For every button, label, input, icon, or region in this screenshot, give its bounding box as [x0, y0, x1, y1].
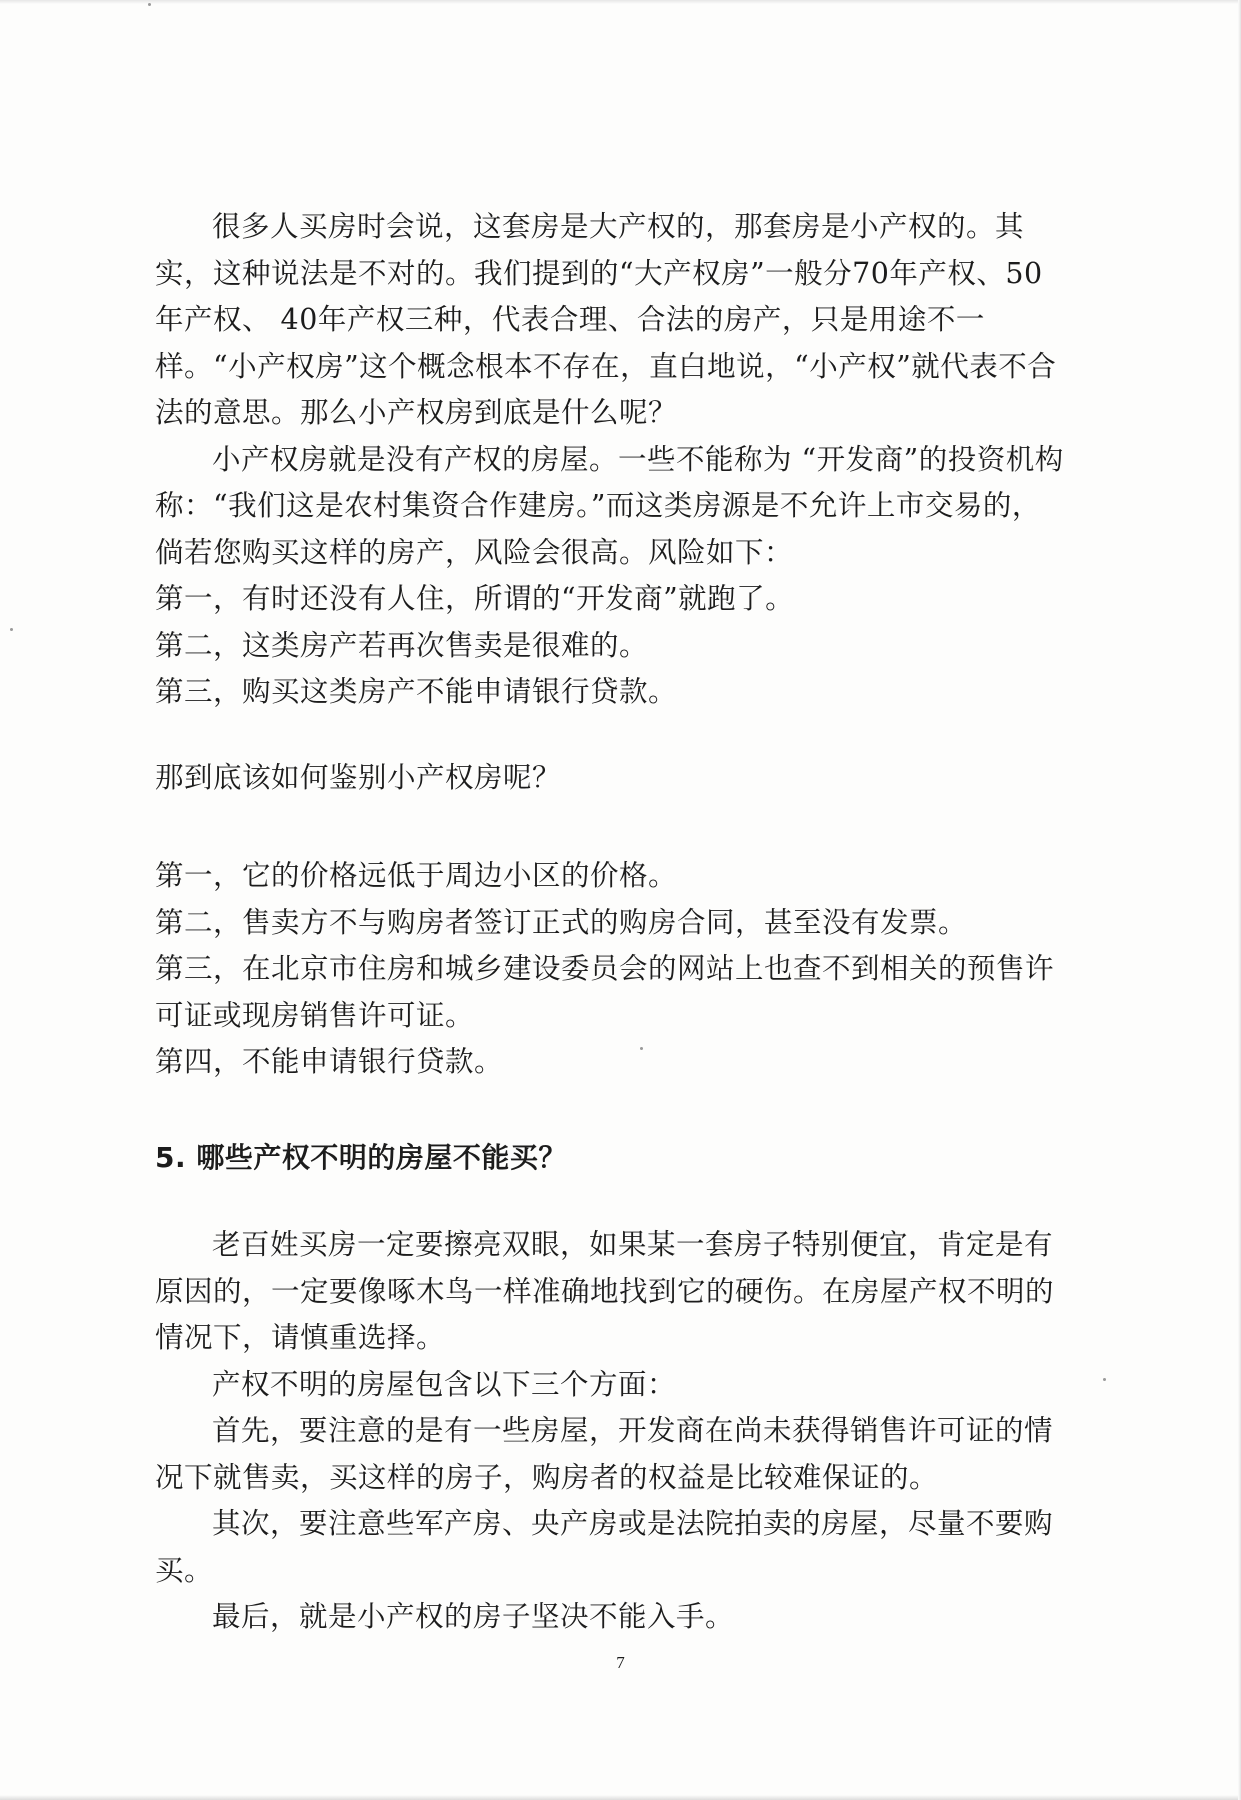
section-heading: 5. 哪些产权不明的房屋不能买？: [155, 1141, 567, 1174]
scan-speck: [10, 628, 13, 631]
intro-paragraph: 很多人买房时会说，这套房是大产权的，那套房是小产权的。其实，这种说法是不对的。我们提到的“大产权房”一般分70年产权、50年产权、 40年产权三种，代表合理、合法的房产，只是用途不一样。“小产权房”这个概念根本不存在，直白地说，“小产权”就代表不合法的意思。那么小产权房到底是什么呢？: [155, 210, 1057, 429]
identification-item: 第二，售卖方不与购房者签订正式的购房合同，甚至没有发票。: [155, 905, 968, 939]
risk-item: 第三，购买这类房产不能申请银行贷款。: [155, 675, 678, 708]
risk-item: 第一，有时还没有人住，所谓的“开发商”就跑了。: [155, 582, 795, 615]
identification-item: 第一，它的价格远低于周边小区的价格。: [155, 859, 678, 892]
question-line: 那到底该如何鉴别小产权房呢？: [155, 761, 562, 794]
advice-paragraph: 最后，就是小产权的房子坚决不能入手。: [212, 1600, 735, 1633]
advice-paragraph: 老百姓买房一定要擦亮双眼，如果某一套房子特别便宜，肯定是有原因的，一定要像啄木鸟一样准确地找到它的硬伤。在房屋产权不明的情况下，请慎重选择。: [155, 1228, 1055, 1354]
identification-item: 第四，不能申请银行贷款。: [155, 1045, 504, 1078]
section-unclear-property: [155, 1222, 1065, 1641]
identification-question: [155, 755, 1065, 802]
advice-paragraph: 首先，要注意的是有一些房屋，开发商在尚未获得销售许可证的情况下就售卖，买这样的房子，购房者的权益是比较难保证的。: [155, 1414, 1054, 1494]
identification-points: [155, 853, 1065, 1086]
risk-item: 第二，这类房产若再次售卖是很难的。: [155, 628, 649, 662]
advice-paragraph: 产权不明的房屋包含以下三个方面：: [212, 1367, 677, 1401]
scan-edge-top: [0, 0, 1241, 4]
scan-edge-bottom: [0, 1795, 1241, 1800]
advice-paragraph: 其次，要注意些军产房、央产房或是法院拍卖的房屋，尽量不要购买。: [155, 1507, 1054, 1587]
definition-paragraph: 小产权房就是没有产权的房屋。一些不能称为 “开发商”的投资机构称：“我们这是农村集资合作建房。”而这类房源是不允许上市交易的，倘若您购买这样的房产，风险会很高。风险如下：: [155, 442, 1064, 569]
scan-speck: [148, 3, 151, 6]
page-number: 7: [616, 1653, 625, 1672]
scan-speck: [1103, 1378, 1106, 1381]
identification-item: 第三，在北京市住房和城乡建设委员会的网站上也查不到相关的预售许可证或现房销售许可证。: [155, 952, 1055, 1032]
section-small-property-intro: [155, 204, 1065, 716]
